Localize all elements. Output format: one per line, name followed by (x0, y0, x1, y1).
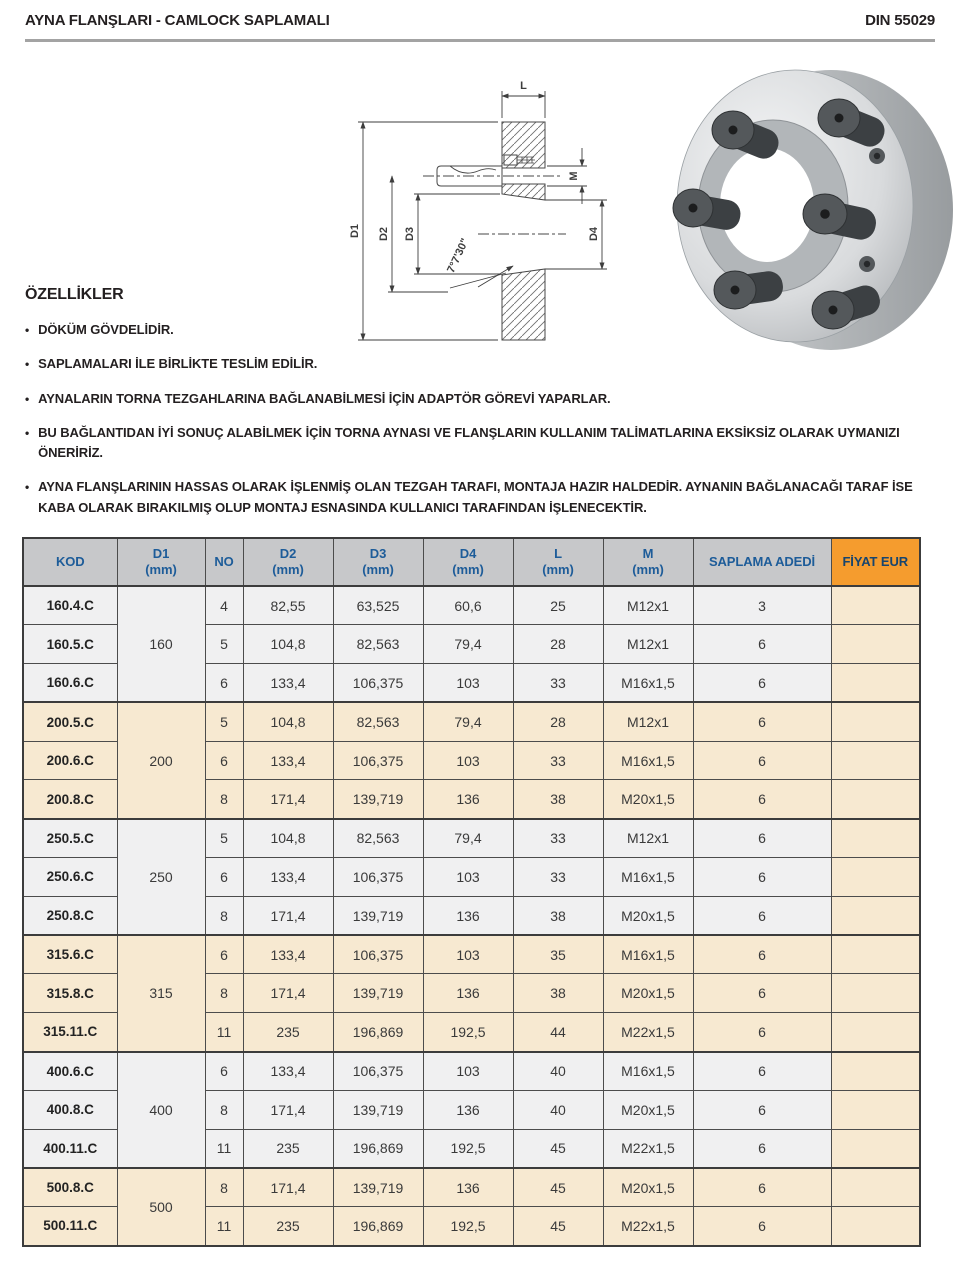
d2-cell: 235 (243, 1207, 333, 1246)
l-cell: 38 (513, 780, 603, 819)
l-cell: 33 (513, 858, 603, 897)
table-head-row (23, 538, 920, 586)
d4-cell: 192,5 (423, 1207, 513, 1246)
saplama-cell: 6 (693, 1090, 831, 1129)
saplama-cell: 6 (693, 858, 831, 897)
no-cell: 11 (205, 1013, 243, 1052)
d3-cell: 196,869 (333, 1207, 423, 1246)
m-cell: M20x1,5 (603, 896, 693, 935)
d1-cell: 160 (117, 586, 205, 702)
m-cell: M12x1 (603, 819, 693, 858)
m-cell: M16x1,5 (603, 1052, 693, 1091)
kod-cell: 400.8.C (23, 1090, 117, 1129)
no-cell: 6 (205, 741, 243, 780)
d4-cell: 79,4 (423, 625, 513, 664)
d4-cell: 136 (423, 780, 513, 819)
bullet-icon: • (25, 323, 30, 337)
saplama-cell: 6 (693, 664, 831, 703)
kod-cell: 315.8.C (23, 974, 117, 1013)
saplama-cell: 6 (693, 1168, 831, 1207)
table-row (23, 819, 920, 858)
d4-cell: 79,4 (423, 702, 513, 741)
feature-text: AYNALARIN TORNA TEZGAHLARINA BAĞLANABİLMESİ İÇİN ADAPTÖR GÖREVİ YAPARLAR. (38, 390, 611, 406)
table-row (23, 586, 920, 625)
l-cell: 44 (513, 1013, 603, 1052)
m-cell: M20x1,5 (603, 974, 693, 1013)
m-cell: M20x1,5 (603, 780, 693, 819)
no-cell: 5 (205, 702, 243, 741)
m-cell: M12x1 (603, 625, 693, 664)
kod-cell: 200.8.C (23, 780, 117, 819)
d2-cell: 133,4 (243, 858, 333, 897)
m-cell: M20x1,5 (603, 1168, 693, 1207)
price-cell (831, 741, 920, 780)
column-header-m: M (mm) (603, 538, 693, 586)
no-cell: 8 (205, 1090, 243, 1129)
saplama-cell: 6 (693, 896, 831, 935)
d3-cell: 82,563 (333, 702, 423, 741)
feature-text: SAPLAMALARI İLE BİRLİKTE TESLİM EDİLİR. (38, 356, 318, 372)
feature-text: AYNA FLANŞLARININ HASSAS OLARAK İŞLENMİŞ OLAN TEZGAH TARAFI, MONTAJA HAZIR HALDEDİR. AYNANIN BAĞLANACAĞI TARAF İSE KABA OLARAK BIRAKILMIŞ OLUP MONTAJ ESNASINDA KULLANICI TARAFINDAN İŞLENECEKTİR. (38, 479, 913, 515)
l-cell: 25 (513, 586, 603, 625)
d3-cell: 82,563 (333, 625, 423, 664)
no-cell: 8 (205, 974, 243, 1013)
spec-table (22, 537, 921, 1247)
d3-cell: 196,869 (333, 1129, 423, 1168)
feature-item (25, 389, 940, 409)
d3-cell: 139,719 (333, 780, 423, 819)
label-D1: D1 (349, 223, 361, 239)
d4-cell: 136 (423, 974, 513, 1013)
no-cell: 6 (205, 858, 243, 897)
bullet-icon: • (25, 391, 30, 406)
table-row (23, 1052, 920, 1091)
price-cell (831, 780, 920, 819)
column-header-saplama-adedi-: SAPLAMA ADEDİ (693, 538, 831, 586)
d1-cell: 200 (117, 702, 205, 818)
d2-cell: 104,8 (243, 625, 333, 664)
l-cell: 33 (513, 741, 603, 780)
d3-cell: 106,375 (333, 858, 423, 897)
bullet-icon: • (25, 480, 30, 495)
d3-cell: 139,719 (333, 974, 423, 1013)
no-cell: 6 (205, 1052, 243, 1091)
d3-cell: 106,375 (333, 664, 423, 703)
d2-cell: 171,4 (243, 1090, 333, 1129)
saplama-cell: 3 (693, 586, 831, 625)
d2-cell: 133,4 (243, 935, 333, 974)
l-cell: 28 (513, 702, 603, 741)
column-header-d4: D4 (mm) (423, 538, 513, 586)
d2-cell: 82,55 (243, 586, 333, 625)
saplama-cell: 6 (693, 974, 831, 1013)
d3-cell: 106,375 (333, 1052, 423, 1091)
kod-cell: 500.11.C (23, 1207, 117, 1246)
d3-cell: 63,525 (333, 586, 423, 625)
l-cell: 35 (513, 935, 603, 974)
saplama-cell: 6 (693, 780, 831, 819)
d4-cell: 103 (423, 858, 513, 897)
price-cell (831, 974, 920, 1013)
saplama-cell: 6 (693, 1207, 831, 1246)
kod-cell: 250.5.C (23, 819, 117, 858)
saplama-cell: 6 (693, 1052, 831, 1091)
price-cell (831, 819, 920, 858)
price-cell (831, 858, 920, 897)
d4-cell: 103 (423, 935, 513, 974)
l-cell: 38 (513, 896, 603, 935)
m-cell: M16x1,5 (603, 741, 693, 780)
kod-cell: 250.6.C (23, 858, 117, 897)
d1-cell: 315 (117, 935, 205, 1051)
m-cell: M22x1,5 (603, 1207, 693, 1246)
no-cell: 4 (205, 586, 243, 625)
price-column-header: FİYAT EUR (831, 538, 920, 586)
d4-cell: 192,5 (423, 1013, 513, 1052)
d1-cell: 500 (117, 1168, 205, 1246)
d3-cell: 139,719 (333, 1168, 423, 1207)
column-header-d2: D2 (mm) (243, 538, 333, 586)
no-cell: 8 (205, 1168, 243, 1207)
l-cell: 38 (513, 974, 603, 1013)
saplama-cell: 6 (693, 1129, 831, 1168)
l-cell: 28 (513, 625, 603, 664)
kod-cell: 500.8.C (23, 1168, 117, 1207)
d2-cell: 171,4 (243, 974, 333, 1013)
d4-cell: 103 (423, 741, 513, 780)
saplama-cell: 6 (693, 702, 831, 741)
kod-cell: 400.6.C (23, 1052, 117, 1091)
l-cell: 45 (513, 1129, 603, 1168)
d2-cell: 104,8 (243, 702, 333, 741)
kod-cell: 160.5.C (23, 625, 117, 664)
m-cell: M22x1,5 (603, 1013, 693, 1052)
m-cell: M16x1,5 (603, 664, 693, 703)
price-cell (831, 1090, 920, 1129)
bullet-icon: • (25, 426, 30, 441)
d4-cell: 136 (423, 1090, 513, 1129)
d2-cell: 133,4 (243, 741, 333, 780)
column-header-d3: D3 (mm) (333, 538, 423, 586)
price-cell (831, 664, 920, 703)
kod-cell: 200.5.C (23, 702, 117, 741)
column-header-l: L (mm) (513, 538, 603, 586)
d3-cell: 196,869 (333, 1013, 423, 1052)
d4-cell: 103 (423, 664, 513, 703)
l-cell: 40 (513, 1090, 603, 1129)
price-cell (831, 702, 920, 741)
no-cell: 8 (205, 896, 243, 935)
l-cell: 33 (513, 664, 603, 703)
kod-cell: 315.11.C (23, 1013, 117, 1052)
feature-item (25, 354, 940, 374)
l-cell: 33 (513, 819, 603, 858)
price-cell (831, 1207, 920, 1246)
d4-cell: 136 (423, 896, 513, 935)
d4-cell: 136 (423, 1168, 513, 1207)
label-angle: 7°7'30" (445, 236, 472, 275)
feature-item (25, 423, 940, 463)
kod-cell: 200.6.C (23, 741, 117, 780)
no-cell: 5 (205, 625, 243, 664)
d2-cell: 171,4 (243, 1168, 333, 1207)
m-cell: M16x1,5 (603, 858, 693, 897)
table-row (23, 702, 920, 741)
d2-cell: 171,4 (243, 780, 333, 819)
table-row (23, 935, 920, 974)
features-section (25, 286, 940, 532)
l-cell: 45 (513, 1168, 603, 1207)
d3-cell: 139,719 (333, 1090, 423, 1129)
page-header (25, 12, 935, 29)
saplama-cell: 6 (693, 741, 831, 780)
d4-cell: 60,6 (423, 586, 513, 625)
bullet-icon: • (25, 357, 30, 372)
label-D2: D2 (378, 226, 390, 242)
d4-cell: 79,4 (423, 819, 513, 858)
price-cell (831, 1129, 920, 1168)
no-cell: 5 (205, 819, 243, 858)
dimension-labels (349, 80, 600, 275)
d2-cell: 133,4 (243, 1052, 333, 1091)
m-cell: M20x1,5 (603, 1090, 693, 1129)
page-title: AYNA FLANŞLARI - CAMLOCK SAPLAMALI (25, 12, 330, 29)
label-L: L (520, 80, 527, 92)
no-cell: 8 (205, 780, 243, 819)
label-D3: D3 (404, 226, 416, 242)
kod-cell: 160.6.C (23, 664, 117, 703)
price-cell (831, 1013, 920, 1052)
feature-item (25, 320, 940, 340)
d2-cell: 171,4 (243, 896, 333, 935)
kod-cell: 250.8.C (23, 896, 117, 935)
no-cell: 11 (205, 1207, 243, 1246)
d1-cell: 400 (117, 1052, 205, 1168)
price-cell (831, 1052, 920, 1091)
header-rule (25, 39, 935, 42)
d3-cell: 106,375 (333, 935, 423, 974)
feature-text: DÖKÜM GÖVDELİDİR. (38, 322, 174, 337)
d3-cell: 106,375 (333, 741, 423, 780)
m-cell: M16x1,5 (603, 935, 693, 974)
column-header-kod: KOD (23, 538, 117, 586)
d1-cell: 250 (117, 819, 205, 935)
d2-cell: 235 (243, 1013, 333, 1052)
kod-cell: 315.6.C (23, 935, 117, 974)
l-cell: 45 (513, 1207, 603, 1246)
no-cell: 6 (205, 664, 243, 703)
d2-cell: 235 (243, 1129, 333, 1168)
features-list (25, 320, 940, 518)
d3-cell: 139,719 (333, 896, 423, 935)
label-D4: D4 (588, 226, 600, 242)
l-cell: 40 (513, 1052, 603, 1091)
saplama-cell: 6 (693, 935, 831, 974)
column-header-d1: D1 (mm) (117, 538, 205, 586)
d2-cell: 104,8 (243, 819, 333, 858)
price-cell (831, 935, 920, 974)
price-cell (831, 625, 920, 664)
saplama-cell: 6 (693, 1013, 831, 1052)
d4-cell: 103 (423, 1052, 513, 1091)
feature-text: BU BAĞLANTIDAN İYİ SONUÇ ALABİLMEK İÇİN TORNA AYNASI VE FLANŞLARIN KULLANIM TALİMATLARINA EKSİKSİZ OLARAK UYMANIZI ÖNERİRİZ. (38, 425, 900, 461)
label-M: M (568, 171, 580, 181)
d2-cell: 133,4 (243, 664, 333, 703)
table-body (23, 586, 920, 1246)
feature-item (25, 477, 940, 517)
kod-cell: 160.4.C (23, 586, 117, 625)
standard-number: DIN 55029 (865, 12, 935, 29)
saplama-cell: 6 (693, 625, 831, 664)
price-cell (831, 586, 920, 625)
m-cell: M12x1 (603, 702, 693, 741)
d4-cell: 192,5 (423, 1129, 513, 1168)
price-cell (831, 1168, 920, 1207)
kod-cell: 400.11.C (23, 1129, 117, 1168)
column-header-no: NO (205, 538, 243, 586)
saplama-cell: 6 (693, 819, 831, 858)
m-cell: M22x1,5 (603, 1129, 693, 1168)
price-cell (831, 896, 920, 935)
table-row (23, 1168, 920, 1207)
m-cell: M12x1 (603, 586, 693, 625)
features-heading: ÖZELLİKLER (25, 286, 124, 303)
no-cell: 11 (205, 1129, 243, 1168)
no-cell: 6 (205, 935, 243, 974)
d3-cell: 82,563 (333, 819, 423, 858)
